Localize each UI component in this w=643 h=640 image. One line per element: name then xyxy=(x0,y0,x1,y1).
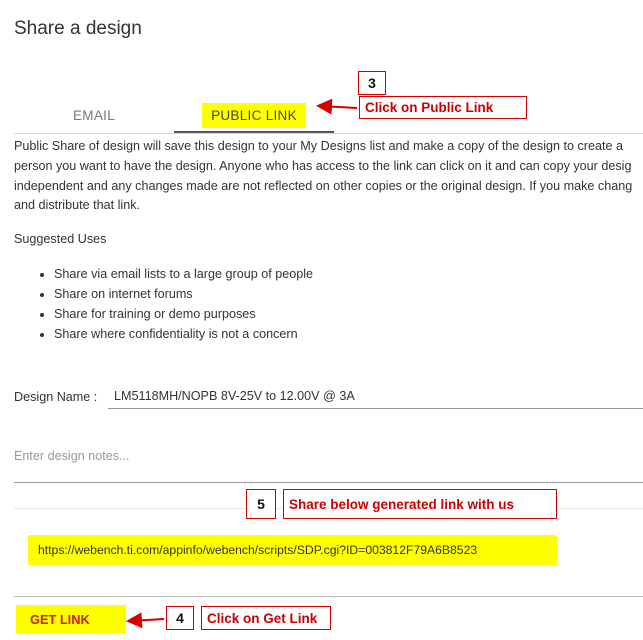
description-line: independent and any changes made are not reflected on other copies or the original design. If you make chang xyxy=(14,178,633,193)
annotation-step-5-label: Share below generated link with us xyxy=(283,489,557,519)
suggested-uses-list xyxy=(30,264,313,344)
description-line: Public Share of design will save this design to your My Designs list and make a copy of the design to create a xyxy=(14,139,624,153)
annotation-step-3-number: 3 xyxy=(358,71,386,95)
list-item: • Share via email lists to a large group of people xyxy=(54,264,313,284)
list-item: • Share for training or demo purposes xyxy=(54,304,313,324)
design-notes-underline xyxy=(14,482,643,483)
annotation-step-4-number: 4 xyxy=(166,606,194,630)
design-notes-input[interactable]: Enter design notes... xyxy=(14,449,130,463)
annotation-arrow-4 xyxy=(130,619,164,621)
description-line: person you want to have the design. Anyone who has access to the link can click on it and can copy your desig xyxy=(14,158,632,173)
dialog-title: Share a design xyxy=(14,18,142,39)
annotation-step-3-label: Click on Public Link xyxy=(359,96,527,119)
suggested-uses-heading: Suggested Uses xyxy=(14,232,107,246)
tab-divider xyxy=(14,133,643,134)
list-item: • Share where confidentiality is not a concern xyxy=(54,324,313,344)
generated-link-field[interactable]: https://webench.ti.com/appinfo/webench/scripts/SDP.cgi?ID=003812F79A6B8523 xyxy=(28,535,557,565)
get-link-button[interactable]: GET LINK xyxy=(16,605,126,633)
list-item: • Share on internet forums xyxy=(54,284,313,304)
tab-email[interactable] xyxy=(14,98,174,132)
annotation-step-4-label: Click on Get Link xyxy=(201,606,331,630)
annotation-step-5-number: 5 xyxy=(246,489,276,519)
divider xyxy=(14,596,643,597)
share-description xyxy=(14,137,643,216)
tab-public-link[interactable] xyxy=(174,98,334,132)
tab-public-link-label: PUBLIC LINK xyxy=(202,103,306,128)
tab-email-label: EMAIL xyxy=(72,107,115,123)
design-name-field[interactable]: LM5118MH/NOPB 8V-25V to 12.00V @ 3A xyxy=(114,389,355,403)
design-name-label: Design Name : xyxy=(14,390,98,404)
design-name-underline xyxy=(108,408,643,409)
description-line: and distribute that link. xyxy=(14,198,141,213)
